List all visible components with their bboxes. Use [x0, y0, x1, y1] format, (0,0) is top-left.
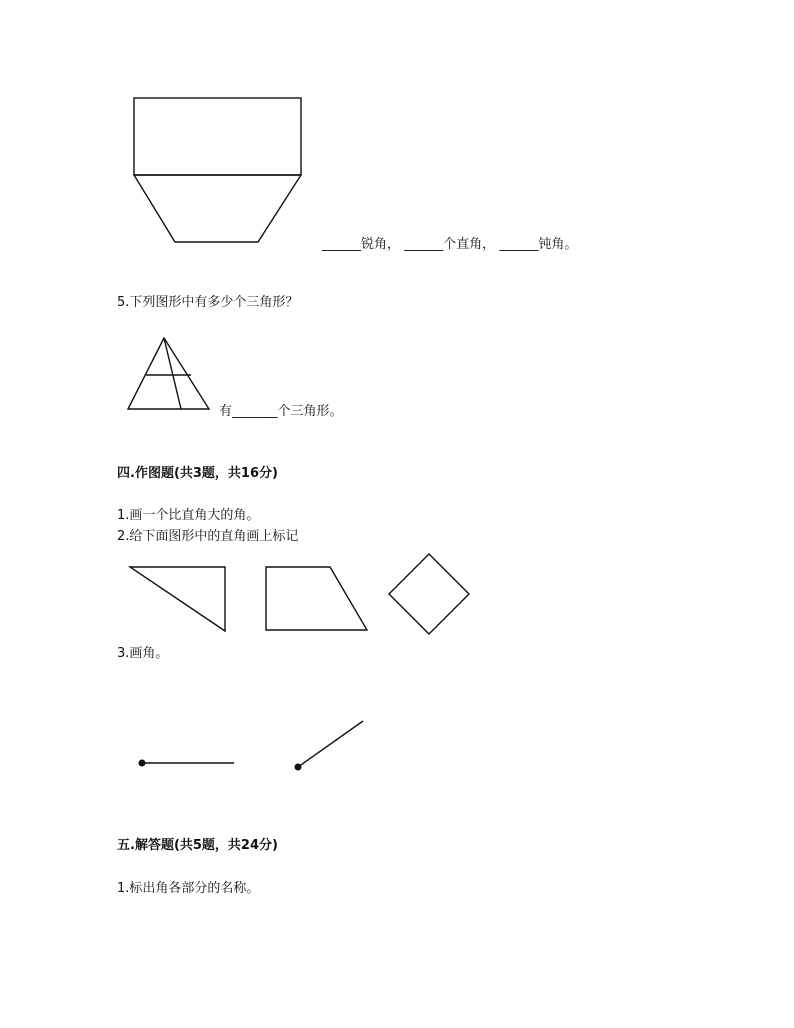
section4-item3: 3.画角。	[117, 646, 169, 661]
q5-answer-line	[219, 404, 343, 420]
q4-answer-line	[322, 237, 577, 253]
section5-heading: 五.解答题(共5题，共24分)	[117, 838, 278, 853]
q5-prompt: 5.下列图形中有多少个三角形？	[117, 295, 299, 310]
blank-acute[interactable]: ______	[322, 237, 361, 252]
q5-answer-pre: 有	[219, 404, 233, 419]
section5-item1: 1.标出角各部分的名称。	[117, 881, 260, 896]
q5-blank[interactable]: _______	[232, 404, 278, 419]
ray-slanted	[295, 721, 364, 771]
section4-heading: 四.作图题(共3题，共16分)	[117, 466, 278, 481]
triangle-count-figure	[128, 338, 209, 409]
square-diamond-shape	[389, 554, 469, 634]
figure-trapezoid	[134, 175, 301, 242]
q5-answer-post: 个三角形。	[277, 404, 343, 419]
right-trapezoid-shape	[266, 567, 367, 630]
blank-right[interactable]: ______	[404, 237, 444, 252]
figure-rectangle	[134, 98, 301, 175]
right-triangle-shape	[130, 567, 225, 631]
label-obtuse: 钝角。	[538, 237, 578, 252]
section4-item1: 1.画一个比直角大的角。	[117, 508, 260, 523]
label-right: 个直角，	[443, 237, 496, 252]
label-acute: 锐角，	[361, 237, 401, 252]
blank-obtuse[interactable]: ______	[499, 237, 539, 252]
section4-item2: 2.给下面图形中的直角画上标记	[117, 529, 299, 544]
ray-horizontal	[139, 760, 235, 767]
